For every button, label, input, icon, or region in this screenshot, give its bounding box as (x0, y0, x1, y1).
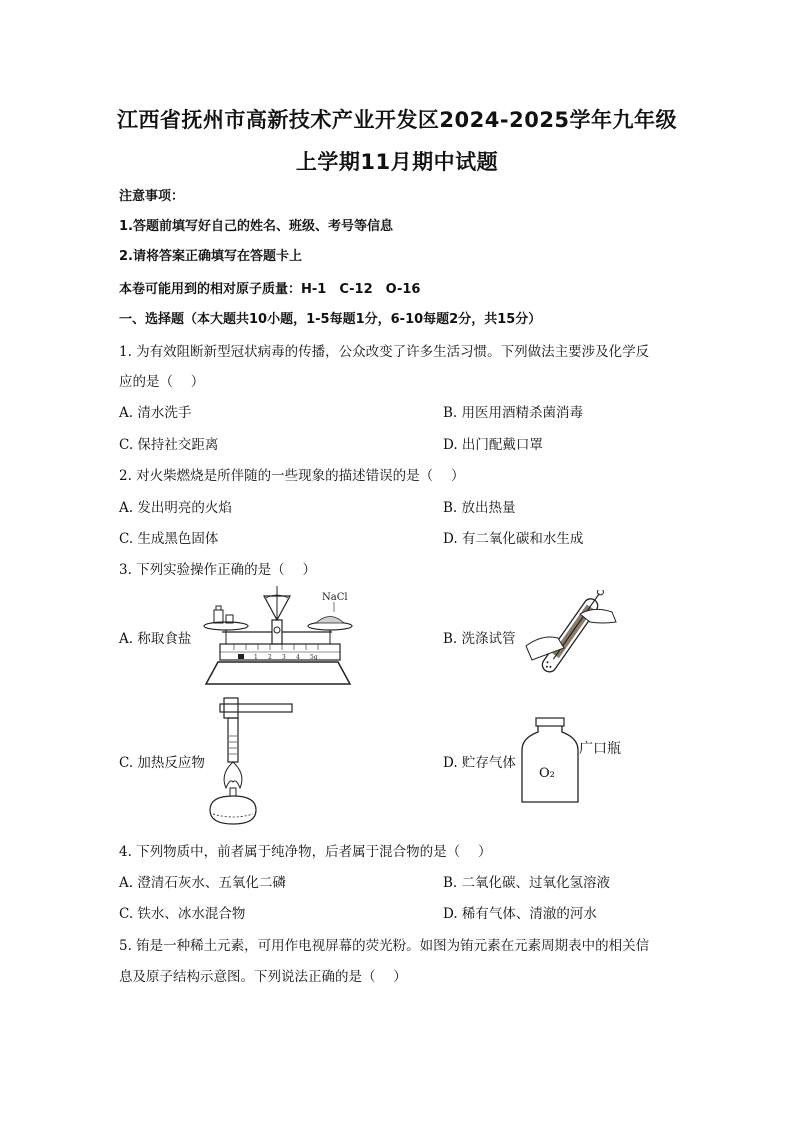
scale-tick-5: 5g (310, 654, 318, 661)
heating-figure (200, 696, 300, 828)
scale-tick-3: 3 (282, 654, 286, 661)
wide-mouth-bottle-figure (520, 716, 580, 804)
exam-title-line1: 江西省抚州市高新技术产业开发区2024-2025学年九年级 (116, 108, 678, 132)
q1-option-a: A. 清水洗手 (119, 405, 192, 421)
exam-title-line2: 上学期11月期中试题 (295, 150, 499, 174)
scale-tick-4: 4 (296, 654, 300, 661)
nacl-label: NaCl (322, 592, 348, 603)
q2-option-b: B. 放出热量 (443, 500, 516, 516)
scale-tick-2: 2 (268, 654, 272, 661)
atomic-mass-note: 本卷可能用到的相对原子质量：H-1 C-12 O-16 (119, 282, 421, 297)
q5-stem-line2: 息及原子结构示意图。下列说法正确的是（ ） (119, 969, 407, 985)
notice-heading: 注意事项： (119, 189, 185, 204)
q1-option-c: C. 保持社交距离 (119, 437, 219, 453)
q4-option-b: B. 二氧化碳、过氧化氢溶液 (443, 875, 611, 891)
q3-stem: 3. 下列实验操作正确的是（ ） (119, 562, 316, 578)
q2-option-d: D. 有二氧化碳和水生成 (443, 531, 584, 547)
q1-stem-line2: 应的是（ ） (119, 374, 205, 390)
q3-option-a: A. 称取食盐 (119, 631, 192, 647)
q4-stem: 4. 下列物质中，前者属于纯净物，后者属于混合物的是（ ） (119, 844, 492, 860)
notice-item-2: 2.请将答案正确填写在答题卡上 (119, 249, 302, 264)
q4-option-d: D. 稀有气体、清澈的河水 (443, 906, 597, 922)
q4-option-c: C. 铁水、冰水混合物 (119, 906, 246, 922)
q2-option-c: C. 生成黑色固体 (119, 531, 219, 547)
q2-stem: 2. 对火柴燃烧是所伴随的一些现象的描述错误的是（ ） (119, 468, 465, 484)
bottle-label: 广口瓶 (579, 741, 621, 757)
test-tube-washing-figure (518, 590, 622, 690)
q1-option-d: D. 出门配戴口罩 (443, 437, 543, 453)
q3-option-d: D. 贮存气体 (443, 755, 516, 771)
balance-figure (198, 582, 358, 692)
q1-stem-line1: 1. 为有效阻断新型冠状病毒的传播，公众改变了许多生活习惯。下列做法主要涉及化学反 (119, 344, 650, 360)
notice-item-1: 1.答题前填写好自己的姓名、班级、考号等信息 (119, 219, 393, 234)
q1-option-b: B. 用医用酒精杀菌消毒 (443, 405, 584, 421)
q3-option-b: B. 洗涤试管 (443, 631, 516, 647)
q5-stem-line1: 5. 铕是一种稀土元素，可用作电视屏幕的荧光粉。如图为铕元素在元素周期表中的相关信 (119, 938, 650, 954)
q2-option-a: A. 发出明亮的火焰 (119, 500, 232, 516)
q3-option-c: C. 加热反应物 (119, 755, 205, 771)
scale-tick-1: 1 (254, 654, 258, 661)
q4-option-a: A. 澄清石灰水、五氧化二磷 (119, 875, 286, 891)
section-1-heading: 一、选择题（本大题共10小题，1-5每题1分，6-10每题2分，共15分） (119, 312, 542, 327)
oxygen-label: O₂ (539, 766, 555, 781)
